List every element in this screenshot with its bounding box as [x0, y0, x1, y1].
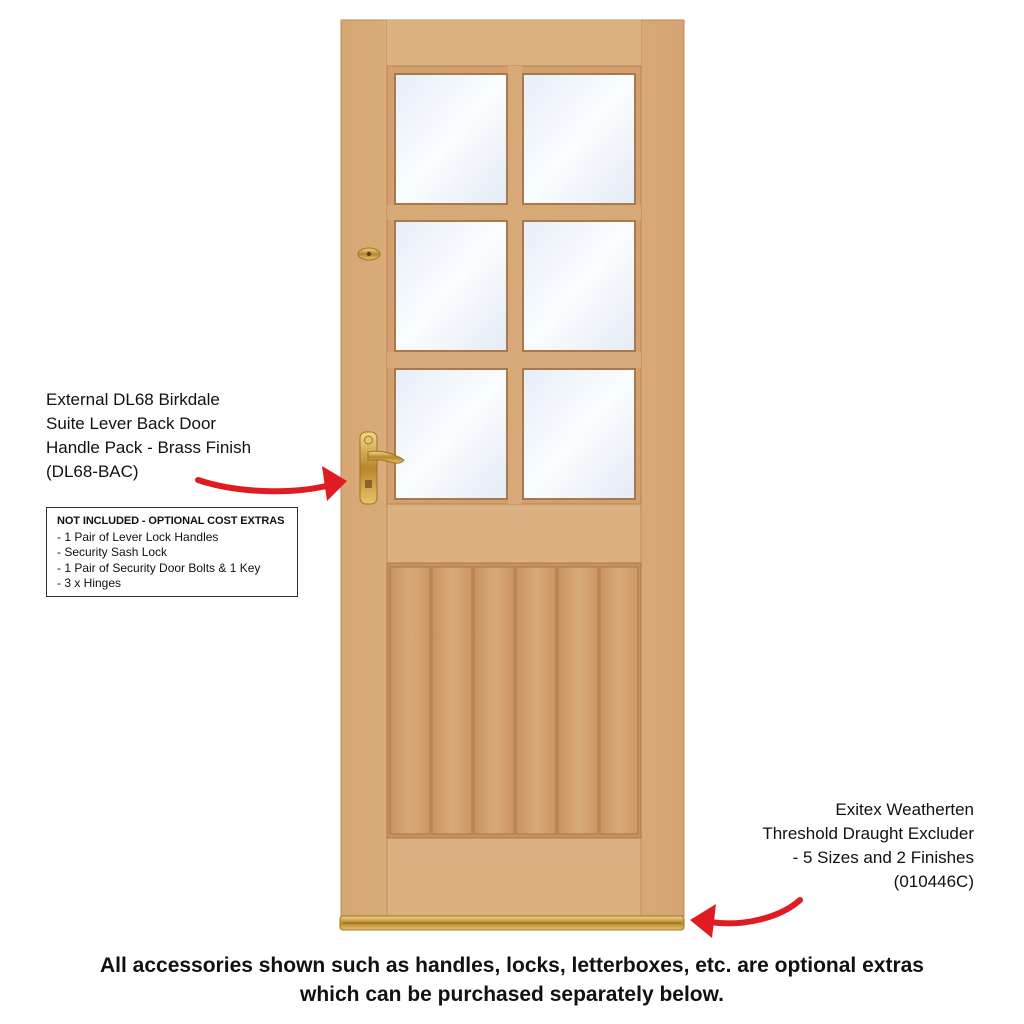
threshold-label-line: (010446C): [893, 872, 974, 891]
extras-item: - 3 x Hinges: [57, 576, 122, 590]
bottom-rail: [387, 838, 641, 916]
glass-pane: [523, 74, 635, 204]
handle-pack-label: [46, 388, 306, 484]
accessories-disclaimer: [0, 951, 1024, 1009]
threshold-label: [674, 798, 974, 894]
top-rail: [387, 20, 641, 68]
extras-item: - 1 Pair of Security Door Bolts & 1 Key: [57, 560, 261, 575]
optional-extras-box: [46, 507, 298, 597]
glass-pane: [523, 221, 635, 351]
glass-pane: [395, 74, 507, 204]
extras-title: NOT INCLUDED - OPTIONAL COST EXTRAS: [57, 515, 285, 527]
disclaimer-line: All accessories shown such as handles, locks, letterboxes, etc. are optional extras: [99, 954, 924, 977]
threshold-label-line: Threshold Draught Excluder: [762, 824, 974, 843]
threshold-arrow-icon: [690, 900, 800, 938]
disclaimer-line: which can be purchased separately below.: [299, 983, 725, 1006]
escutcheon-icon: [358, 248, 380, 260]
threshold-label-line: - 5 Sizes and 2 Finishes: [792, 848, 974, 867]
handle-label-line: Handle Pack - Brass Finish: [46, 438, 252, 457]
glass-pane: [395, 369, 507, 499]
glass-pane: [395, 221, 507, 351]
extras-item: - Security Sash Lock: [57, 545, 168, 559]
lock-rail: [387, 503, 641, 563]
threshold-label-line: Exitex Weatherten: [835, 800, 974, 819]
glass-pane: [523, 369, 635, 499]
extras-item: - 1 Pair of Lever Lock Handles: [57, 529, 219, 544]
panel-planks: [390, 567, 638, 834]
handle-label-line: (DL68-BAC): [46, 462, 139, 481]
threshold-bar-icon: [340, 916, 684, 930]
handle-label-line: Suite Lever Back Door: [46, 414, 217, 433]
handle-label-line: External DL68 Birkdale: [46, 390, 220, 409]
